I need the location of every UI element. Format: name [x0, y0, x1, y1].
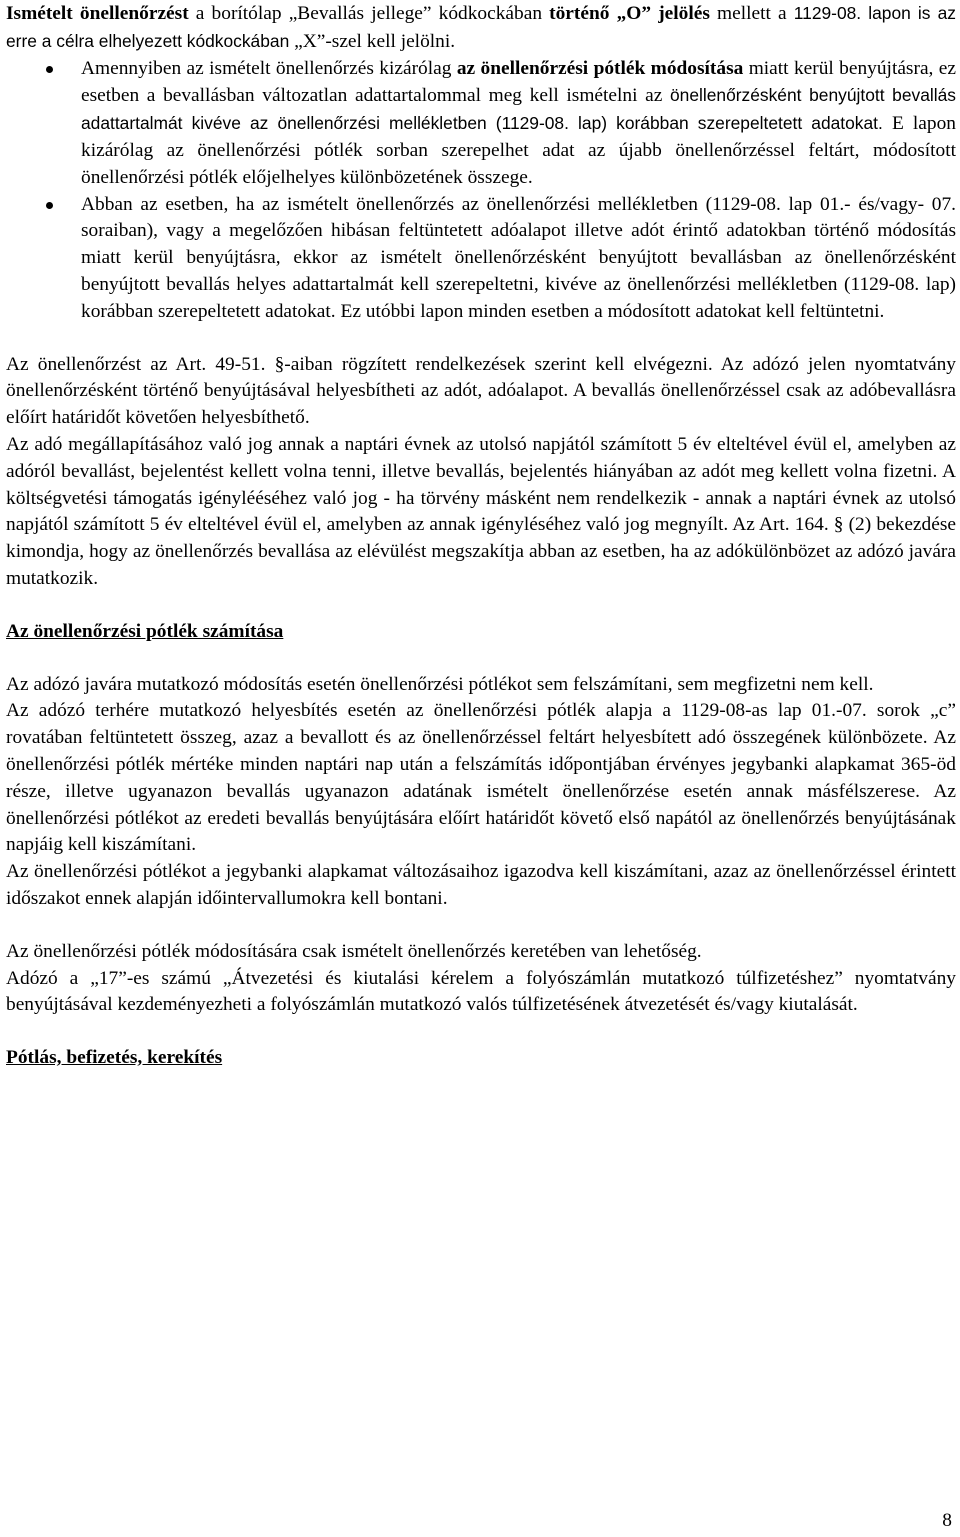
- section-heading-potlas-befizetes: Pótlás, befizetés, kerekítés: [6, 1047, 223, 1069]
- list-item: Abban az esetben, ha az ismételt önellenőrzés az önellenőrzési mellékletben (1129-08. lap 01.- és/vagy- 07. soraiban), vagy a megelőzően hibásan feltüntetett adóalapot illetve adót érintő adatokban történő módosítás miatt kerül benyújtásra, ekkor az ismételt önellenőrzésként benyújtott bevallásban az önellenőrzésként benyújtott bevallás helyes adattartalmát kell szerepeltetni, kivéve az önellenőrzési mellékletben (1129-08. lap) korábban szerepeltetett adatokat. Ez utóbbi lapon minden esetben a módosított adatokat kell feltüntetni.: [6, 192, 956, 326]
- paragraph-art-49-51: Az önellenőrzést az Art. 49-51. §-aiban rögzített rendelkezések szerint kell elvégezni. Az adózó jelen nyomtatvány önellenőrzésként történő benyújtásával helyesbítheti az adót, adóalapot. A bevallás önellenőrzéssel csak az adóbevallásra előírt határidőt követően helyesbíthető.: [6, 353, 956, 429]
- paragraph-jegybanki-alapkamat: Az önellenőrzési pótlékot a jegybanki alapkamat változásaihoz igazodva kell kiszámítani, azaz az önellenőrzéssel érintett időszakot ennek alapján időintervallumokra kell bontani.: [6, 861, 956, 909]
- paragraph-javara: Az adózó javára mutatkozó módosítás esetén önellenőrzési pótlékot sem felszámítani, sem megfizetni nem kell.: [6, 673, 874, 695]
- bold-text: történő „O” jelölés: [549, 3, 710, 24]
- paragraph-terhere: Az adózó terhére mutatkozó helyesbítés esetén az önellenőrzési pótlék alapja a 1129-08-as lap 01.-07. sorok „c” rovatában feltüntetett összeg, azaz a bevallott és az önellenőrzéssel feltárt helyesbített adó összegének különbözete. Az önellenőrzési pótlék mértéke minden naptári nap után a felszámítás időpontjában érvényes jegybanki alapkamat 365-öd része, illetve ugyanazon bevallás ugyanazon adatának ismételt önellenőrzése esetén annak másfélszerese. Az önellenőrzési pótlékot az eredeti bevallás benyújtására előírt határidőt követő első napától az önellenőrzés benyújtásának napjáig kell kiszámítani.: [6, 700, 956, 856]
- bold-text: az önellenőrzési pótlék módosítása: [456, 57, 744, 79]
- list-item: Amennyiben az ismételt önellenőrzés kizárólag az önellenőrzési pótlék módosítása miatt kerül benyújtásra, ez esetben a bevallásban változatlan adattartalommal meg kell ismételni az önellenőrzésként benyújtott bevallás adattartalmát kivéve az önellenőrzési mellékletben (1129-08. lap) korábban szerepeltetett adatokat. E lapon kizárólag az önellenőrzési pótlék sorban szerepelhet adat az újabb önellenőrzéssel feltárt, módosított önellenőrzési pótlék előjelhelyes különbözetének összege.: [6, 56, 956, 192]
- bullet-list: [6, 56, 956, 326]
- paragraph-elevules: Az adó megállapításához való jog annak a naptári évnek az utolsó napjától számított 5 év elteltével évül el, amelyben az adóról bevallást, bejelentést kellett volna tenni, illetve bevallás, bejelentés hiányában az adót meg kellett volna fizetni. A költségvetési támogatás igénylééséhez való jog - ha törvény másként nem rendelkezik - annak a naptári évnek az utolsó napjától számított 5 év elteltével évül el, amelyben az annak igényléséhez való jog megnyílt. Az Art. 164. § (2) bekezdése kimondja, hogy az önellenőrzés bevallása az elévülést megszakítja abban az esetben, ha az adókülönbözet az adózó javára mutatkozik.: [6, 433, 956, 589]
- paragraph-potlek-modositas: Az önellenőrzési pótlék módosítására csak ismételt önellenőrzés keretében van lehetőség.: [6, 940, 702, 962]
- page-number: 8: [942, 1510, 952, 1531]
- section-heading-potlek-szamitasa: Az önellenőrzési pótlék számítása: [6, 620, 284, 642]
- document-page: [6, 0, 956, 1072]
- paragraph-ismetelt-onellenorzes: Ismételt önellenőrzést a borítólap „Bevallás jellege” kódkockában történő „O” jelölés mellett a 1129-08. lapon is az erre a célra elhelyezett kódkockában „X”-szel kell jelölni.: [6, 3, 956, 52]
- bold-text: Ismételt önellenőrzést: [6, 3, 189, 24]
- paragraph-atvezetes: Adózó a „17”-es számú „Átvezetési és kiutalási kérelem a folyószámlán mutatkozó túlfizetéshez” nyomtatvány benyújtásával kezdeményezheti a folyószámlán mutatkozó valós túlfizetésének átvezetését és/vagy kiutalását.: [6, 967, 956, 1016]
